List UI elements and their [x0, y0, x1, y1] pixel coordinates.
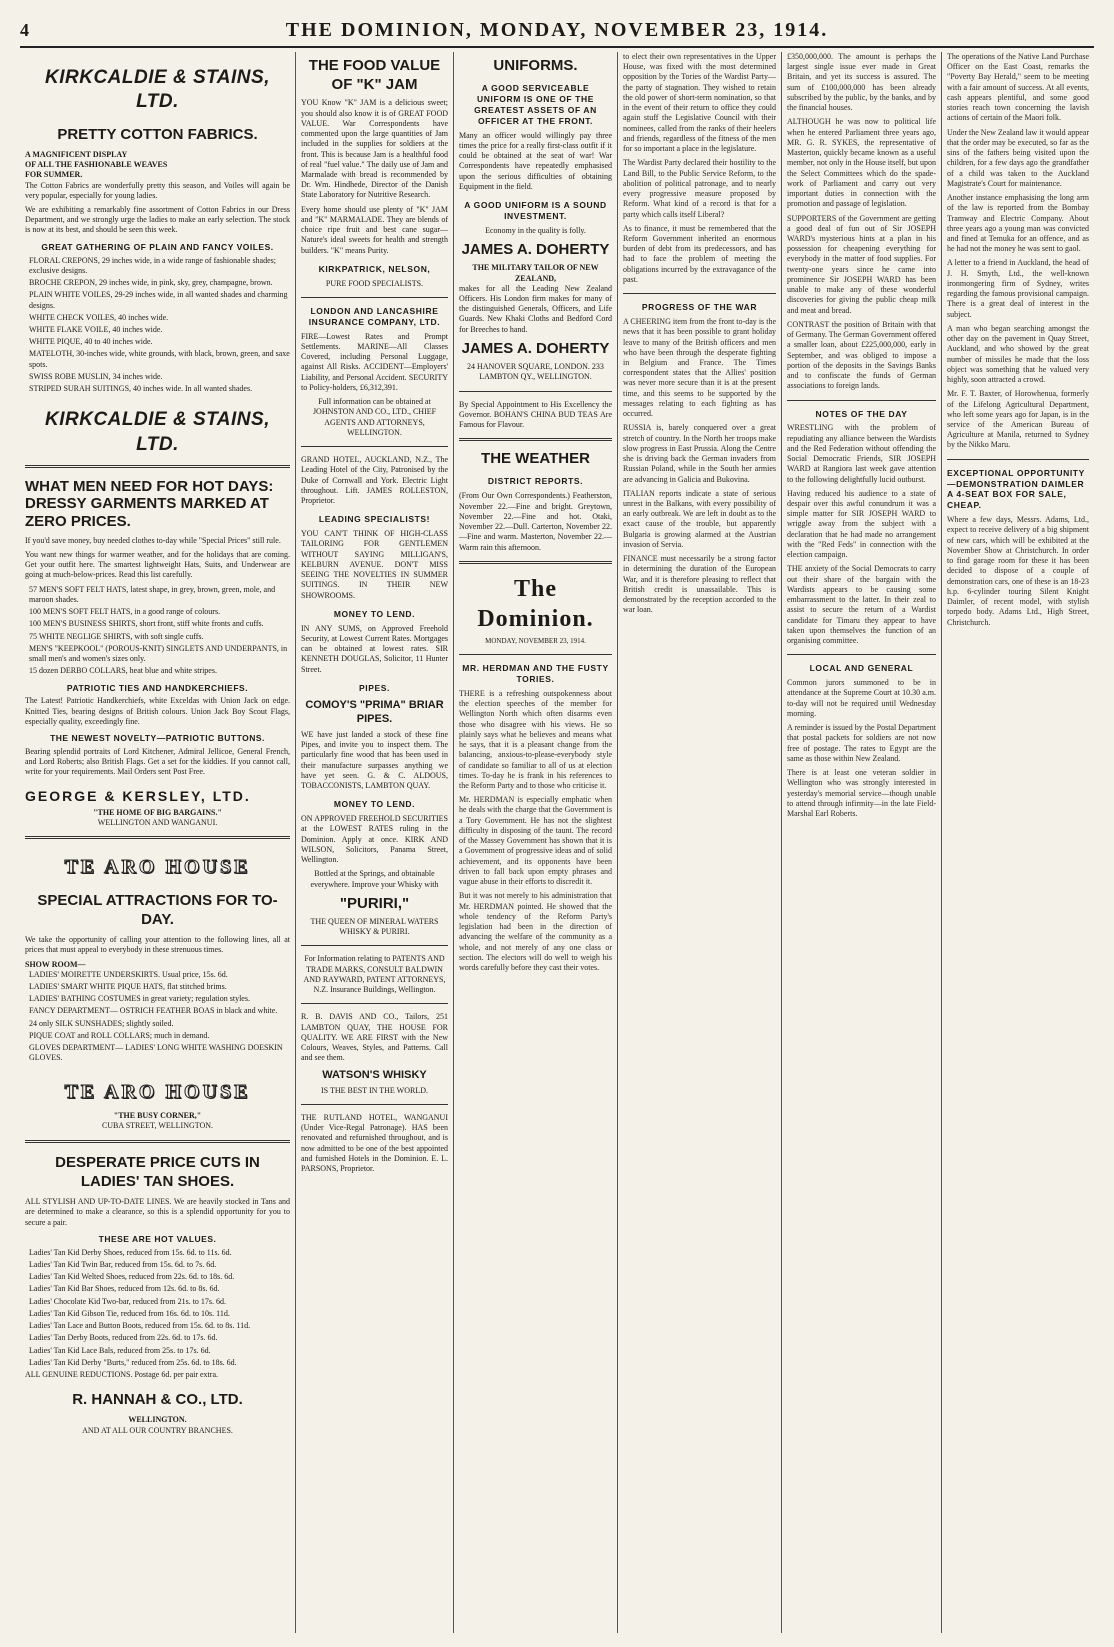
- george-kersley-location: WELLINGTON AND WANGANUI.: [97, 817, 218, 827]
- war-paragraph: RUSSIA is, barely conquered over a great stretch of country. In the North her troops make slow progress in East Prussia. Along the Centre she is driving back the German invaders from Russian Poland, while in the South her armies are advancing in Galicia and Bukovina.: [623, 423, 776, 484]
- pipes-subtitle: COMOY'S "PRIMA" BRIAR PIPES.: [305, 698, 444, 725]
- kirkcaldie-tag: FOR SUMMER.: [25, 170, 83, 180]
- page-number: 4: [20, 19, 29, 40]
- k-jam-paragraph: Every home should use plenty of "K" JAM and "K" MARMALADE. They are blends of choice ripe fruit and best cane sugar—Nature's ideal sweets for health and strength builders. "K" means Purity.: [301, 204, 448, 255]
- local-paragraph: Under the New Zealand law it would appear that the order may be executed, so far as the sins of the fathers being visited upon the children, for a few days ago the grandfather of a child was taken to the Auckland Magistrate's Court for maintenance.: [947, 127, 1089, 188]
- doherty-title: JAMES A. DOHERTY: [461, 241, 610, 259]
- uniforms-tag: A GOOD SERVICEABLE UNIFORM IS ONE OF THE GREATEST ASSETS OF AN OFFICER AT THE FRONT.: [474, 83, 597, 126]
- puriri-intro: Bottled at the Springs, and obtainable everywhere. Improve your Whisky with: [310, 869, 439, 889]
- editorial-paragraph: As to finance, it must be remembered that the Reform Government inherited an enormous burden of debt from its predecessors, and has had to face the problem of meeting the obligations incurred by the extravagance of the past.: [623, 223, 776, 284]
- kirkcaldie-paragraph: The Cotton Fabrics are wonderfully pretty this season, and Voiles will again be very popular, especially for young ladies.: [25, 180, 290, 200]
- column-6: [942, 52, 1094, 1633]
- kirkcaldie-title: KIRKCALDIE & STAINS, LTD.: [45, 67, 270, 113]
- list-item: PLAIN WHITE VOILES, 29-29 inches wide, in all wanted shades and charming designs.: [29, 290, 288, 310]
- patents-ad: For Information relating to PATENTS AND TRADE MARKS, CONSULT BALDWIN AND RAYWARD, PATENT ATTORNEYS, N.Z. Insurance Buildings, Wellington.: [303, 954, 446, 995]
- doherty-paragraph: makes for all the Leading New Zealand Officers. His London firm makes for many of the distinguished Generals, Officers, and Life Guards. New Khaki Cloths and Bedford Cord for Breeches to hand.: [459, 283, 612, 334]
- uniforms-paragraph: Many an officer would willingly pay three times the price for a really first-class outfit if it could be obtained at the seat of war! War Correspondents have repeatedly emphasised upon the serious difficulties of obtaining Equipment in the field.: [459, 130, 612, 191]
- bohan-ad: By Special Appointment to His Excellency the Governor. BOHAN'S CHINA BUD TEAS Are Famous for Flavour.: [459, 399, 612, 430]
- te-aro-location: CUBA STREET, WELLINGTON.: [101, 1121, 214, 1131]
- men-clothing-paragraph: You want new things for warmer weather, and for the holidays that are coming. Get your outfit here. The smartest lightweight Hats, Suits, and Underwear are going at much-below-prices. Read this list carefully.: [25, 549, 290, 580]
- article-paragraph: SUPPORTERS of the Government are getting a good deal of fun out of Sir JOSEPH WARD's mysterious hints at a plan in his possession for cheapening everything for everybody in the matter of food supplies. For twenty-one years since he came into prominence Sir JOSEPH WARD has been unable to make any of these wonderful discoveries for giving the public cheap milk and meat and bread.: [787, 213, 936, 315]
- tan-shoes-headline: DESPERATE PRICE CUTS IN LADIES' TAN SHOES.: [55, 1153, 260, 1190]
- section-head: THESE ARE HOT VALUES.: [98, 1233, 217, 1244]
- article-paragraph: ALTHOUGH he was now to political life when he entered Parliament three years ago, MR. G. R. SYKES, the representative of Masterton, quickly became known as a useful member, not only in the House itself, but upon the Select Committees which do the spade-work of Parliament and carry out very important duties in connection with the promotion and passage of legislation.: [787, 117, 936, 209]
- list-item: FLORAL CREPONS, 29 inches wide, in a wide range of fashionable shades; exclusive designs.: [29, 255, 276, 275]
- doherty-sub: THE MILITARY TAILOR OF NEW ZEALAND,: [472, 263, 599, 283]
- list-item: 57 MEN'S SOFT FELT HATS, latest shape, in grey, brown, green, mole, and maroon shades.: [29, 584, 276, 604]
- grand-hotel-ad: GRAND HOTEL, AUCKLAND, N.Z., The Leading Hotel of the City, Patronised by the Duke of Cornwall and York. Electric Light throughout. Lift. JAMES ROLLESTON, Proprietor.: [301, 455, 448, 506]
- insurance-agents: Full information can be obtained at JOHNSTON AND CO., LTD., CHIEF AGENTS AND ATTORNEYS, WELLINGTON.: [312, 397, 437, 437]
- list-item: MATELOTH, 30-inches wide, white grounds, with black, brown, green, and saxe spots.: [29, 349, 290, 369]
- local-paragraph: The operations of the Native Land Purchase Officer on the East Coast, remarks the "Poverty Bay Herald," seem to be meeting with a fair amount of success. At all events, cash appears plentiful, and some good stories reach town concerning the lavish actions of certain of the Maori folk.: [947, 52, 1089, 123]
- list-item: Ladies' Tan Kid Lace Bals, reduced from 25s. to 17s. 6d.: [29, 1345, 211, 1355]
- pipes-title: PIPES.: [358, 682, 390, 693]
- column-3: [454, 52, 618, 1633]
- george-kersley-tag: "THE HOME OF BIG BARGAINS.": [93, 807, 222, 817]
- editorial-paragraph: Mr. HERDMAN is especially emphatic when he deals with the charge that the Government is a Tory Government. He has not the slightest difficulty in disposing of the taunt. The record of the Massey Government has shown that it is a Government of progressive ideas and of solid achievement, and its opponents have been driven to fall back upon empty phrases and vague abuse in their efforts to discredit it.: [459, 795, 612, 887]
- insurance-paragraph: FIRE—Lowest Rates and Prompt Settlements. MARINE—All Classes Covered, including Personal Luggage, against All Risks. ACCIDENT—Employers' Liability, and Personal Accident. SECURITY to Policy-holders, £6,312,391.: [301, 331, 448, 392]
- list-item: 24 only SILK SUNSHADES; slightly soiled.: [29, 1018, 174, 1028]
- george-kersley-title: GEORGE & KERSLEY, LTD.: [25, 787, 251, 804]
- column-4: [618, 52, 782, 1633]
- list-item: SWISS ROBE MUSLIN, 34 inches wide.: [29, 371, 163, 381]
- local-paragraph: A reminder is issued by the Postal Department that postal packets for soldiers are not now free of postage. The rates to Egypt are the same as those within New Zealand.: [787, 723, 936, 763]
- list-item: LADIES' BATHING COSTUMES in great variety; regulation styles.: [29, 994, 250, 1004]
- war-progress-headline: PROGRESS OF THE WAR: [641, 302, 758, 313]
- uniforms-title: UNIFORMS.: [493, 57, 578, 74]
- te-aro-title: TE ARO HOUSE: [64, 856, 251, 879]
- list-item: STRIPED SURAH SUITINGS, 40 inches wide. In all wanted shades.: [29, 384, 253, 394]
- local-paragraph: Mr. F. T. Baxter, of Horowhenua, formerly of the Lifelong Agricultural Department, who left some years ago for Japan, is in the service of the American Bureau of Agriculture at Manila, returned to Sydney by the Nikko Maru.: [947, 389, 1089, 450]
- notes-paragraph: Having reduced his audience to a state of despair over this awful conundrum it was a simple matter for SIR JOSEPH WARD to wriggle away from the subject with a declaration that he had made no arrangement with the "Red Feds" in connection with the election campaign.: [787, 488, 936, 560]
- te-aro-title-footer: TE ARO HOUSE: [64, 1080, 251, 1103]
- list-item: GLOVES DEPARTMENT— LADIES' LONG WHITE WASHING DOESKIN GLOVES.: [29, 1043, 283, 1063]
- watson-title: WATSON'S WHISKY: [322, 1068, 427, 1081]
- local-paragraph: Another instance emphasising the long arm of the law is reported from the Bombay Tramway and Electric Company. About three years ago a young man was convicted and fined at Temuka for an offence, and as he had not the money he was sent to gaol.: [947, 193, 1089, 254]
- list-item: Ladies' Tan Kid Twin Bar, reduced from 15s. 6d. to 7s. 6d.: [29, 1259, 217, 1269]
- money-to-lend-ad-2: ON APPROVED FREEHOLD SECURITIES at the LOWEST RATES ruling in the Dominion. Apply at once. KIRK AND WILSON, Solicitors, Panama Street, Wellington.: [301, 814, 448, 865]
- show-room-label: SHOW ROOM—: [25, 959, 86, 969]
- war-paragraph: ITALIAN reports indicate a state of serious unrest in the Balkans, with every possibility of an early outbreak. We are left in doubt as to the exact cause of the trouble, but apparently Bulgaria is growing alarmed at the Austrian invasion of Servia.: [623, 488, 776, 549]
- men-clothing-paragraph: If you'd save money, buy needed clothes to-day while "Special Prices" still rule.: [25, 535, 281, 545]
- kirkcaldie-section-head: GREAT GATHERING OF PLAIN AND FANCY VOILES.: [41, 241, 274, 252]
- list-item: MEN'S "KEEPKOOL" (POROUS-KNIT) SINGLETS AND UNDERPANTS, in small men's and women's sizes only.: [29, 643, 288, 664]
- leading-specialists-ad: YOU CAN'T THINK OF HIGH-CLASS TAILORING FOR GENTLEMEN WITHOUT SAYING MILLIGAN'S, KELBURN AVENUE. DON'T MISS SEEING THE NOVELTIES IN SUMMER SUITINGS. IN THEIR NEW SHOWROOMS.: [301, 529, 448, 600]
- section-head: THE NEWEST NOVELTY—PATRIOTIC BUTTONS.: [50, 733, 265, 744]
- editorial-paragraph: THERE is a refreshing outspokenness about the election speeches of the member for Wellington North which often disarms even those who disagree with his views. He so plainly says what he believes and means what he says, that it is a pleasant change from the balancing, anxious-to-please-everybody style of candidate so familiar to all of us at election times. To-day he is frank in his references to the Reform Party and to those who criticise it.: [459, 688, 612, 790]
- list-item: Ladies' Tan Kid Bar Shoes, reduced from 12s. 6d. to 8s. 6d.: [29, 1284, 220, 1294]
- column-5: [782, 52, 942, 1633]
- daimler-ad-paragraph: Where a few days, Messrs. Adams, Ltd., expect to receive delivery of a big shipment of new cars, which will be exhibited at the November Show at Christchurch. In order to find garage room for these it has been decided to dispose of a couple of demonstration cars, one of these is an 18-23 h.p. 6-cylinder touring Silent Knight Daimler, of recent model, with stylish torpedo body. Adams Ltd., High Street, Christchurch.: [947, 515, 1089, 627]
- kirkcaldie-title-footer: KIRKCALDIE & STAINS, LTD.: [45, 409, 270, 455]
- pipes-ad: WE have just landed a stock of these fine Pipes, and invite you to inspect them. The particularly fine wood that has been used in their manufacture surpasses anything we have yet seen. G. & C. ALDOUS, TOBACCONISTS, LAMBTON QUAY.: [301, 729, 448, 791]
- war-paragraph: A CHEERING item from the front to-day is the news that it has been possible to grant holiday leave to many of the British officers and men who have been through the desperate fighting in Belgium and France. The Times correspondent states that the Allies' position was never more secure than it is at the present time, and this seems to be supported by the messages relating to each fighting as has occurred.: [623, 317, 776, 419]
- masthead: [20, 14, 1094, 48]
- list-item: LADIES' SMART WHITE PIQUE HATS, flat stitched brims.: [29, 982, 227, 991]
- local-paragraph: There is at least one veteran soldier in Wellington who was strongly interested in yesterday's memorial service—though unable to attend through infirmity—in the late Field-Marshal Earl Roberts.: [787, 768, 936, 818]
- newspaper-title: THE DOMINION, MONDAY, NOVEMBER 23, 1914.: [285, 18, 829, 41]
- list-item: Ladies' Tan Lace and Button Boots, reduced from 15s. 6d. to 8s. 11d.: [29, 1321, 251, 1331]
- men-clothing-headline: WHAT MEN NEED FOR HOT DAYS: DRESSY GARMENTS MARKED AT ZERO PRICES.: [25, 478, 274, 530]
- daimler-ad-headline: EXCEPTIONAL OPPORTUNITY—DEMONSTRATION DAIMLER A 4-SEAT BOX FOR SALE, CHEAP.: [947, 467, 1085, 511]
- list-item: 100 MEN'S BUSINESS SHIRTS, short front, stiff white fronts and cuffs.: [29, 619, 264, 629]
- dominion-nameplate: The Dominion.: [477, 575, 594, 633]
- davis-ad: R. B. DAVIS AND CO., Tailors, 251 LAMBTON QUAY, THE HOUSE FOR QUALITY. WE ARE FIRST with the New Colours, Weaves, Styles, and Patterns. Call and see them.: [301, 1012, 448, 1063]
- doherty-title-2: JAMES A. DOHERTY: [461, 339, 610, 357]
- local-paragraph: A man who began searching amongst the other day on the pavement in Quay Street, Auckland, and who showed by the great number of missiles he made that the loss object was something that he valued very highly, soon attracted a crowd.: [947, 323, 1089, 385]
- list-item: WHITE CHECK VOILES, 40 inches wide.: [29, 312, 169, 322]
- dominion-date: MONDAY, NOVEMBER 23, 1914.: [485, 637, 586, 646]
- notes-paragraph: THE anxiety of the Social Democrats to carry out their share of the bargain with the Wardists appears to be causing some embarrassment to the latter. In their zeal to assist to secure the return of a Wardist candidate for Timaru they appear to have taken upon themselves the function of an organising committee.: [787, 564, 936, 646]
- list-item: WHITE FLAKE VOILE, 40 inches wide.: [29, 324, 163, 334]
- editorial-headline: MR. HERDMAN AND THE FUSTY TORIES.: [462, 663, 609, 684]
- te-aro-subtitle: SPECIAL ATTRACTIONS FOR TO-DAY.: [37, 891, 278, 928]
- list-item: Ladies' Tan Kid Gibson Tie, reduced from 16s. 6d. to 10s. 11d.: [29, 1308, 230, 1318]
- uniforms-tag-2: A GOOD UNIFORM IS A SOUND INVESTMENT.: [464, 200, 607, 221]
- money-to-lend-title-2: MONEY TO LEND.: [333, 799, 416, 810]
- list-item: PIQUE COAT and ROLL COLLARS; much in demand.: [29, 1030, 210, 1040]
- kirkpatrick-sub: PURE FOOD SPECIALISTS.: [325, 278, 424, 288]
- article-paragraph: CONTRAST the position of Britain with that of Germany. The German Government offered a smaller loan, about £225,000,000, early in September, and was obliged to impose a portion of the deposits in the Savings Banks and to confiscate the funds of German associations to foreign lands.: [787, 319, 936, 391]
- list-item: Ladies' Tan Derby Boots, reduced from 22s. 6d. to 17s. 6d.: [29, 1333, 218, 1343]
- list-item: Ladies' Tan Kid Derby "Burts," reduced from 25s. 6d. to 18s. 6d.: [29, 1357, 237, 1367]
- kirkcaldie-tag: OF ALL THE FASHIONABLE WEAVES: [25, 160, 168, 170]
- editorial-paragraph: to elect their own representatives in the Upper House, was fixed with the most determined opposition by the Tories of the Wardist Party—the party of stagnation. They wished to retain the old power of short-term nomination, so that in the event of their return to office they could again stuff the Legislative Council with their nominees, called from the ranks of their heelers and friends, regardless of the fitness of the men for so important a place in the legislature.: [623, 52, 776, 154]
- notes-of-day-headline: NOTES OF THE DAY: [815, 408, 908, 419]
- editorial-paragraph: But it was not merely to his administration that Mr. HERDMAN pointed. He showed that the whole tendency of the Reform Party's legislation had been in the direction of advancing the welfare of the community as a whole, and not merely of any one class or section. The electors will do well to weigh his words carefully before they cast their votes.: [459, 891, 612, 972]
- editorial-paragraph: The Wardist Party declared their hostility to the Land Bill, to the Public Service Reform, to the abolition of political patronage, and to nearly every progressive measure proposed by Reform. What kind of a record is that for a party which calls itself Liberal?: [623, 158, 776, 219]
- tan-shoes-note: ALL GENUINE REDUCTIONS. Postage 6d. per pair extra.: [25, 1370, 218, 1379]
- doherty-address: 24 HANOVER SQUARE, LONDON. 233 LAMBTON QY., WELLINGTON.: [467, 362, 604, 382]
- list-item: 15 dozen DERBO COLLARS, heat blue and white stripes.: [29, 666, 217, 676]
- list-item: FANCY DEPARTMENT— OSTRICH FEATHER BOAS in black and white.: [29, 1006, 278, 1016]
- hannah-location: WELLINGTON.: [128, 1415, 187, 1425]
- column-1: [20, 52, 296, 1633]
- hannah-title: R. HANNAH & CO., LTD.: [72, 1391, 243, 1409]
- list-item: Ladies' Chocolate Kid Two-bar, reduced from 21s. to 17s. 6d.: [29, 1296, 227, 1306]
- uniforms-paragraph-2: Economy in the quality is folly.: [485, 225, 586, 235]
- tan-shoes-paragraph: ALL STYLISH AND UP-TO-DATE LINES. We are heavily stocked in Tans and are determined to make a clearance, so this is a splendid opportunity for you to secure a pair.: [25, 1197, 290, 1227]
- paragraph: The Latest! Patriotic Handkerchiefs, white Exceldas with Union Jack on edge. Knitted Ties, bearing designs of British colours. Union Jack Boy Scout Flags, especially quality, exceedingly fine.: [25, 696, 290, 726]
- kirkpatrick-title: KIRKPATRICK, NELSON,: [318, 263, 431, 274]
- list-item: LADIES' MOIRETTE UNDERSKIRTS. Usual price, 15s. 6d.: [29, 969, 228, 979]
- column-2: [296, 52, 454, 1633]
- paragraph: Bearing splendid portraits of Lord Kitchener, Admiral Jellicoe, General French, and Lord Roberts; also British Flags. Get a set for the kiddies. If you cannot call, write for your requirements. Mail Orders sent Post Free.: [25, 747, 290, 777]
- hannah-branches: AND AT ALL OUR COUNTRY BRANCHES.: [82, 1425, 233, 1435]
- local-paragraph: A letter to a friend in Auckland, the head of J. H. Smyth, Ltd., the well-known ironmongering firm of Sydney, writes regarding the famous provisional campaign. There is a great deal of interest in the subject.: [947, 258, 1089, 319]
- k-jam-title: THE FOOD VALUE OF "K" JAM: [308, 57, 441, 94]
- kirkcaldie-tag: A MAGNIFICENT DISPLAY: [25, 149, 128, 159]
- insurance-title: LONDON AND LANCASHIRE INSURANCE COMPANY, LTD.: [308, 306, 441, 327]
- te-aro-tag: "THE BUSY CORNER,": [113, 1111, 202, 1121]
- list-item: 100 MEN'S SOFT FELT HATS, in a good range of colours.: [29, 607, 221, 617]
- list-item: Ladies' Tan Kid Welted Shoes, reduced from 22s. 6d. to 18s. 6d.: [29, 1272, 235, 1282]
- puriri-sub: THE QUEEN OF MINERAL WATERS WHISKY & PURIRI.: [310, 916, 439, 937]
- weather-title: THE WEATHER: [481, 450, 590, 468]
- article-paragraph: £350,000,000. The amount is perhaps the largest single issue ever made in Great Britain, and yet its success is assured. The sum of £100,000,000 has been already subscribed by the public, by the banks, and by the financial houses.: [787, 52, 936, 113]
- local-general-headline: LOCAL AND GENERAL: [809, 663, 914, 674]
- te-aro-paragraph: We take the opportunity of calling your attention to the following lines, all at prices that must appeal to everybody in these strenuous times.: [25, 935, 290, 955]
- list-item: BROCHE CREPON, 29 inches wide, in pink, sky, grey, champagne, brown.: [29, 278, 273, 288]
- puriri-title: "PURIRI,": [339, 894, 410, 912]
- watson-sub: IS THE BEST IN THE WORLD.: [321, 1085, 428, 1095]
- rutland-hotel-ad: THE RUTLAND HOTEL, WANGANUI (Under Vice-Regal Patronage). HAS been renovated and refurnished throughout, and is now admitted to be one of the best appointed and furnished Hotels in the Dominion. E. L. PARSONS, Proprietor.: [301, 1112, 448, 1174]
- kirkcaldie-subtitle: PRETTY COTTON FABRICS.: [57, 125, 258, 143]
- war-paragraph: FINANCE must necessarily be a strong factor in determining the duration of the European War, and it is therefore pleasing to reflect that British credit is unassailable. This is demonstrated by the reception accorded to the war loan.: [623, 554, 776, 615]
- kirkcaldie-paragraph: We are exhibiting a remarkably fine assortment of Cotton Fabrics in our Dress Department, and we strongly urge the ladies to make an early selection. The stock is now at its best, and should be seen this week.: [25, 204, 290, 235]
- leading-specialists-title: LEADING SPECIALISTS!: [318, 514, 431, 525]
- list-item: WHITE PIQUE, 40 to 40 inches wide.: [29, 337, 153, 347]
- k-jam-paragraph: YOU Know "K" JAM is a delicious sweet; you should also know it is of GREAT FOOD VALUE. War Correspondents have commented upon the large quantities of Jam included in the supplies for soldiers at the front. This is because Jam is a healthful food of real "fuel value." The daily use of Jam and Marmalade with bread is recommended by Dr. Wm. Hindhede, Director of the Danish State Laboratory for Nutritive Research.: [301, 98, 448, 200]
- section-head: PATRIOTIC TIES AND HANDKERCHIEFS.: [66, 682, 249, 693]
- money-to-lend-ad: IN ANY SUMS, on Approved Freehold Security, at Lowest Current Rates. Mortgages can be obtained at lowest rates. SIR KENNETH DOUGLAS, Solicitor, 11 Hunter Street.: [301, 623, 448, 674]
- local-paragraph: Common jurors summoned to be in attendance at the Supreme Court at 10.30 a.m. to-day will not be required until Wednesday morning.: [787, 678, 936, 718]
- list-item: 75 WHITE NEGLIGE SHIRTS, with soft single cuffs.: [29, 631, 204, 641]
- notes-paragraph: WRESTLING with the problem of repudiating any alliance between the Wardists and the Red Federation without offending the Social Democratic Friends, SIR JOSEPH WARD at Rangiora last week gave attention to the following delightfully lucid outburst.: [787, 423, 936, 484]
- weather-reports: (From Our Own Correspondents.) Featherston, November 22.—Fine and bright. Greytown, November 22.—Fine and hot. Otaki, November 22.—Dull. Carterton, November 22.—Fine and warm. Masterton, November 22.—Warm rain this afternoon.: [459, 491, 612, 552]
- weather-sub: DISTRICT REPORTS.: [487, 476, 584, 487]
- money-to-lend-title: MONEY TO LEND.: [333, 608, 416, 619]
- list-item: Ladies' Tan Kid Derby Shoes, reduced from 15s. 6d. to 11s. 6d.: [29, 1247, 232, 1257]
